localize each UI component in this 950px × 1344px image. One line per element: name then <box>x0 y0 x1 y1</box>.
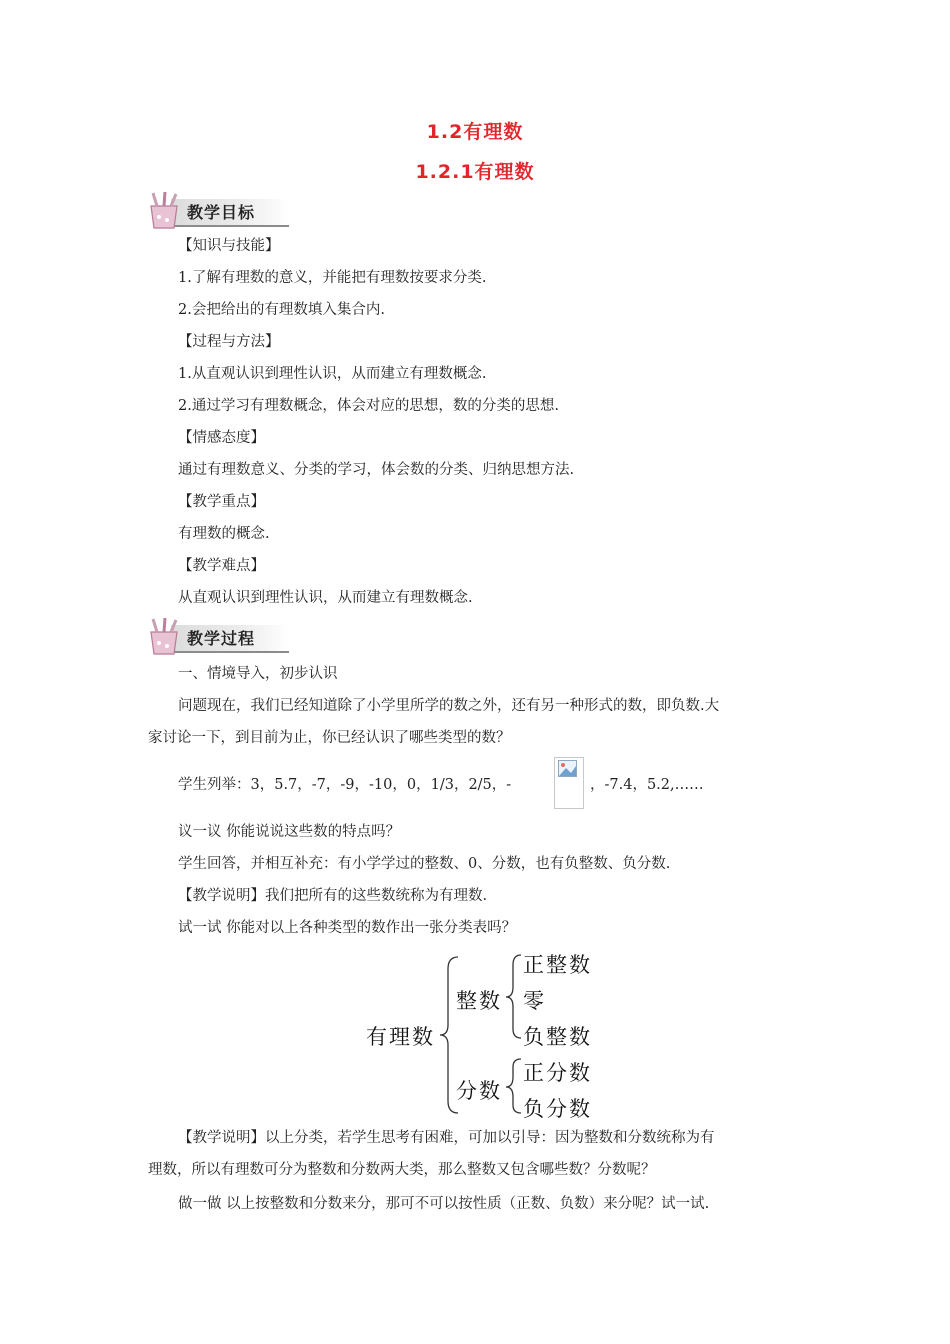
discuss-line: 议一议 你能说说这些数的特点吗？ <box>178 824 401 840</box>
knowledge-heading: 【知识与技能】 <box>178 238 280 254</box>
tree-negative-fraction: 负分数 <box>523 1097 592 1121</box>
emotion-heading: 【情感态度】 <box>178 430 265 446</box>
tree-positive-integer: 正整数 <box>523 953 592 977</box>
tree-fraction: 分数 <box>456 1079 502 1103</box>
banner-label: 教学目标 <box>187 203 256 222</box>
note-2-line-2: 理数，所以有理数可分为整数和分数两大类，那么整数又包含哪些数？分数呢？ <box>148 1162 656 1178</box>
tree-root: 有理数 <box>366 1025 435 1049</box>
fraction-image <box>554 757 584 809</box>
classification-tree <box>360 945 620 1125</box>
note-2-line-1: 【教学说明】以上分类，若学生思考有困难，可加以引导：因为整数和分数统称为有 <box>178 1130 715 1146</box>
note-1: 【教学说明】我们把所有的这些数统称为有理数. <box>178 888 488 904</box>
emotion-item-1: 通过有理数意义、分类的学习，体会数的分类、归纳思想方法. <box>178 462 575 478</box>
method-heading: 【过程与方法】 <box>178 334 280 350</box>
banner-label: 教学过程 <box>187 629 256 648</box>
question-line-1: 问题现在，我们已经知道除了小学里所学的数之外，还有另一种形式的数，即负数.大 <box>178 698 720 714</box>
method-item-1: 1.从直观认识到理性认识，从而建立有理数概念. <box>178 366 487 382</box>
step-1-heading: 一、情境导入，初步认识 <box>178 666 338 682</box>
method-item-2: 2.通过学习有理数概念，体会对应的思想，数的分类的思想. <box>178 398 559 414</box>
key-heading: 【教学重点】 <box>178 494 265 510</box>
image-placeholder-icon <box>558 760 578 778</box>
students-list-part-a: 学生列举：3，5.7，-7，-9，-10，0，1/3，2/5，- <box>178 777 512 793</box>
students-list-part-b: ，-7.4，5.2,…… <box>590 777 704 793</box>
page-title: 1.2有理数 <box>426 121 524 143</box>
knowledge-item-1: 1.了解有理数的意义，并能把有理数按要求分类. <box>178 270 487 286</box>
pencil-cup-icon <box>143 190 187 232</box>
tree-positive-fraction: 正分数 <box>523 1061 592 1085</box>
tree-negative-integer: 负整数 <box>523 1025 592 1049</box>
knowledge-item-2: 2.会把给出的有理数填入集合内. <box>178 302 385 318</box>
tree-zero: 零 <box>523 989 546 1013</box>
section-banner-objectives <box>143 190 293 232</box>
section-banner-process <box>143 616 293 658</box>
key-item-1: 有理数的概念. <box>178 526 270 542</box>
pencil-cup-icon <box>143 616 187 658</box>
page-subtitle: 1.2.1有理数 <box>415 161 535 183</box>
difficult-item-1: 从直观认识到理性认识，从而建立有理数概念. <box>178 590 473 606</box>
do-line: 做一做 以上按整数和分数来分，那可不可以按性质（正数、负数）来分呢？试一试. <box>178 1196 710 1212</box>
tree-integer: 整数 <box>456 989 502 1013</box>
difficult-heading: 【教学难点】 <box>178 558 265 574</box>
question-line-2: 家讨论一下，到目前为止，你已经认识了哪些类型的数？ <box>148 730 511 746</box>
answer-line: 学生回答，并相互补充：有小学学过的整数、0、分数，也有负整数、负分数. <box>178 856 671 872</box>
try-line: 试一试 你能对以上各种类型的数作出一张分类表吗？ <box>178 920 517 936</box>
